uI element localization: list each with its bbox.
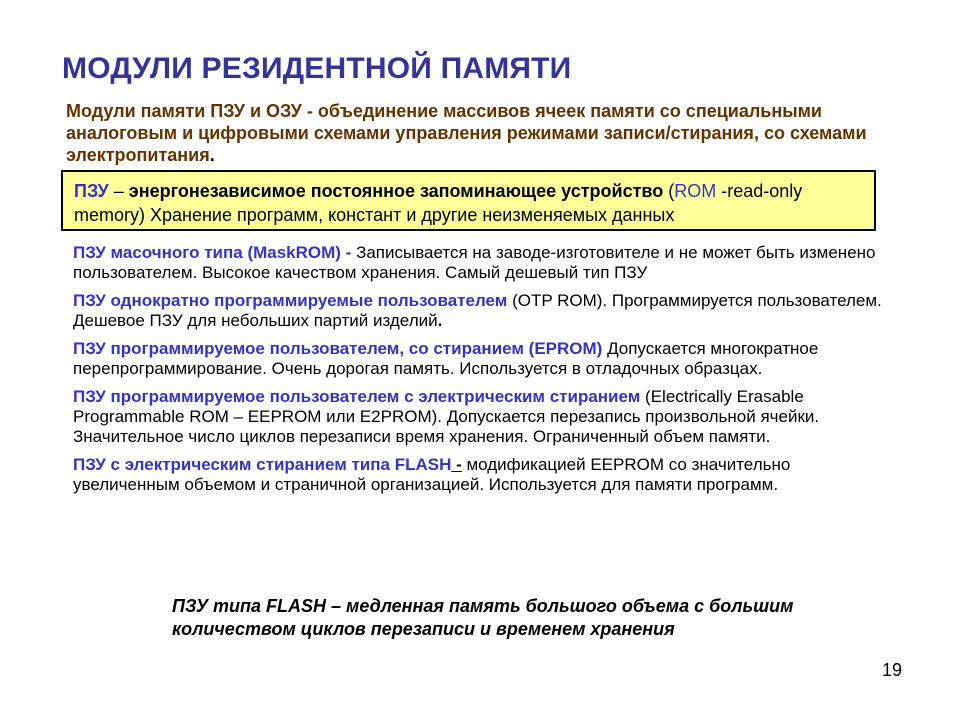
item-tail: . bbox=[437, 311, 443, 330]
item-heading: ПЗУ однократно программируемые пользователем bbox=[73, 291, 508, 310]
list-item-flash bbox=[73, 455, 893, 495]
box-dash: – bbox=[108, 181, 129, 201]
list-item-eprom bbox=[73, 339, 893, 379]
item-text: Допускается многократное перепрограммирование. Очень дорогая память. Используется в отладочных образцах. bbox=[73, 339, 819, 378]
box-rest: -read-only memory) Хранение программ, констант и другие неизменяемых данных bbox=[74, 181, 803, 225]
item-heading: ПЗУ программируемое пользователем с электрическим стиранием bbox=[73, 387, 641, 406]
list-item-eeprom bbox=[73, 387, 893, 447]
item-heading: ПЗУ с электрическим стиранием типа FLASH bbox=[73, 455, 452, 474]
box-rom: ROM bbox=[674, 181, 717, 201]
item-text: (OTP ROM). Программируется пользователем. Дешевое ПЗУ для небольших партий изделий bbox=[73, 291, 882, 330]
list-item-maskrom bbox=[73, 243, 893, 283]
item-text: модификацией EEPROM со значительно увеличенным объемом и страничной организацией. Используется для памяти программ. bbox=[73, 455, 791, 494]
item-dash: - bbox=[451, 455, 462, 474]
list-item-otprom bbox=[73, 291, 893, 331]
box-abbr: ПЗУ bbox=[74, 181, 109, 201]
definition-box bbox=[61, 170, 876, 231]
slide-title: МОДУЛИ РЕЗИДЕНТНОЙ ПАМЯТИ bbox=[62, 52, 572, 85]
intro-period: . bbox=[209, 145, 215, 165]
intro-paragraph bbox=[66, 100, 896, 166]
item-text: Записывается на заводе-изготовителе и не может быть изменено пользователем. Высокое качеством хранения. Самый дешевый тип ПЗУ bbox=[73, 243, 876, 282]
flash-note: ПЗУ типа FLASH – медленная память большого объема с большим количеством циклов перезаписи и временем хранения bbox=[172, 596, 794, 639]
intro-text: Модули памяти ПЗУ и ОЗУ - объединение массивов ячеек памяти со специальными аналоговым и цифровыми схемами управления режимами записи/стирания, со схемами электропитания bbox=[66, 101, 867, 165]
box-definition: энергонезависимое постоянное запоминающее устройство bbox=[128, 181, 664, 201]
item-heading: ПЗУ программируемое пользователем, со стиранием (EPROM) bbox=[73, 339, 603, 358]
page-number: 19 bbox=[882, 660, 903, 680]
rom-types-list bbox=[73, 243, 893, 503]
box-open-paren: ( bbox=[663, 181, 675, 201]
item-heading: ПЗУ масочного типа (MaskROM) - bbox=[73, 243, 352, 262]
item-text: (Electrically Erasable Programmable ROM – EEPROM или E2PROM). Допускается перезапись произвольной ячейки. Значительное число циклов перезаписи время хранения. Ограниченный объем памяти. bbox=[73, 387, 820, 446]
